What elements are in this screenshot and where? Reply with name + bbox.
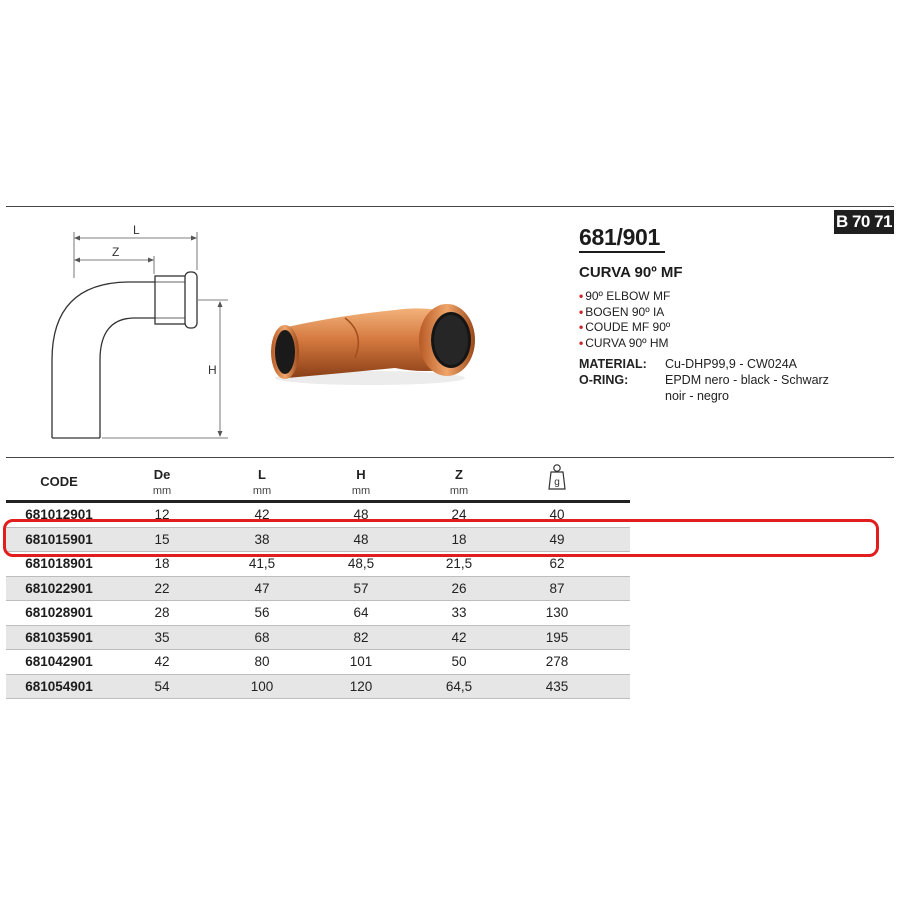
cell-code: 681022901	[25, 580, 93, 596]
translation-list	[579, 289, 670, 351]
cell-l: 68	[254, 629, 270, 645]
cell-de: 15	[154, 531, 170, 547]
cell-h: 48,5	[347, 556, 375, 572]
header-z: Z mm	[449, 467, 469, 497]
cell-code: 681018901	[25, 556, 93, 572]
cell-h: 48	[353, 531, 369, 547]
cell-z: 64,5	[445, 678, 473, 694]
cell-code: 681028901	[25, 605, 93, 621]
cell-h: 48	[353, 507, 369, 523]
header-de: De mm	[152, 467, 172, 497]
header-l: L mm	[252, 467, 272, 497]
page-code-badge: B 70 71	[834, 210, 894, 234]
bullet-icon: •	[579, 304, 584, 319]
cell-l: 38	[254, 531, 270, 547]
cell-code: 681042901	[25, 654, 93, 670]
dimension-label-z: Z	[112, 245, 120, 259]
cell-code: 681012901	[25, 507, 93, 523]
cell-z: 24	[451, 507, 467, 523]
cell-de: 22	[154, 580, 170, 596]
cell-de: 54	[154, 678, 170, 694]
dimension-label-h: H	[208, 363, 217, 377]
cell-z: 26	[451, 580, 467, 596]
cell-g: 278	[545, 654, 569, 670]
weight-icon	[508, 463, 606, 495]
oring-label: O-RING:	[579, 373, 629, 387]
bullet-icon: •	[579, 320, 584, 334]
cell-l: 56	[254, 605, 270, 621]
cell-h: 120	[349, 678, 373, 694]
cell-l: 41,5	[248, 556, 276, 572]
table-header	[6, 462, 630, 503]
table-row	[6, 675, 630, 700]
oring-value-line2: noir - negro	[665, 389, 729, 403]
cell-g: 49	[549, 531, 565, 547]
cell-z: 42	[451, 629, 467, 645]
translation-item: • CURVA 90º HM	[579, 335, 669, 350]
cell-de: 12	[154, 507, 170, 523]
cell-l: 42	[254, 507, 270, 523]
product-code-title: 681/901	[579, 224, 661, 250]
translation-item: • 90º ELBOW MF	[579, 289, 671, 303]
cell-code: 681015901	[25, 531, 93, 547]
cell-z: 21,5	[445, 556, 473, 572]
bullet-icon: •	[579, 335, 584, 350]
top-rule	[6, 206, 894, 207]
cell-de: 18	[154, 556, 170, 572]
product-photo	[255, 288, 485, 388]
header-h: H mm	[351, 467, 371, 497]
translation-item: • BOGEN 90º IA	[579, 304, 665, 319]
middle-rule	[6, 457, 894, 458]
dimension-label-l: L	[133, 223, 140, 237]
cell-g: 40	[549, 507, 565, 523]
product-name: CURVA 90º MF	[579, 264, 683, 281]
bullet-icon: •	[579, 289, 584, 303]
cell-l: 47	[254, 580, 270, 596]
cell-l: 80	[254, 654, 270, 670]
translation-item: • COUDE MF 90º	[579, 320, 671, 334]
material-label: MATERIAL:	[579, 357, 647, 371]
header-code: CODE	[40, 474, 78, 489]
table-row	[6, 650, 630, 675]
cell-z: 33	[451, 605, 467, 621]
cell-g: 87	[549, 580, 565, 596]
cell-h: 57	[353, 580, 369, 596]
cell-h: 82	[353, 629, 369, 645]
technical-drawing	[30, 220, 230, 450]
cell-h: 64	[353, 605, 369, 621]
cell-z: 50	[451, 654, 467, 670]
table-row	[6, 601, 630, 626]
table-row	[6, 577, 630, 602]
cell-g: 130	[545, 605, 569, 621]
svg-text:g: g	[554, 477, 560, 488]
cell-g: 195	[545, 629, 569, 645]
row-highlight-box	[3, 519, 879, 557]
cell-g: 435	[545, 678, 569, 694]
material-value: Cu-DHP99,9 - CW024A	[665, 357, 797, 371]
cell-de: 28	[154, 605, 170, 621]
cell-h: 101	[349, 654, 373, 670]
table-row	[6, 626, 630, 651]
cell-z: 18	[451, 531, 467, 547]
cell-de: 42	[154, 654, 170, 670]
title-underline	[579, 251, 665, 253]
cell-code: 681035901	[25, 629, 93, 645]
cell-code: 681054901	[25, 678, 93, 694]
cell-de: 35	[154, 629, 170, 645]
cell-g: 62	[549, 556, 565, 572]
cell-l: 100	[250, 678, 274, 694]
oring-value-line1: EPDM nero - black - Schwarz	[665, 373, 829, 387]
dimensions-table	[6, 462, 630, 699]
